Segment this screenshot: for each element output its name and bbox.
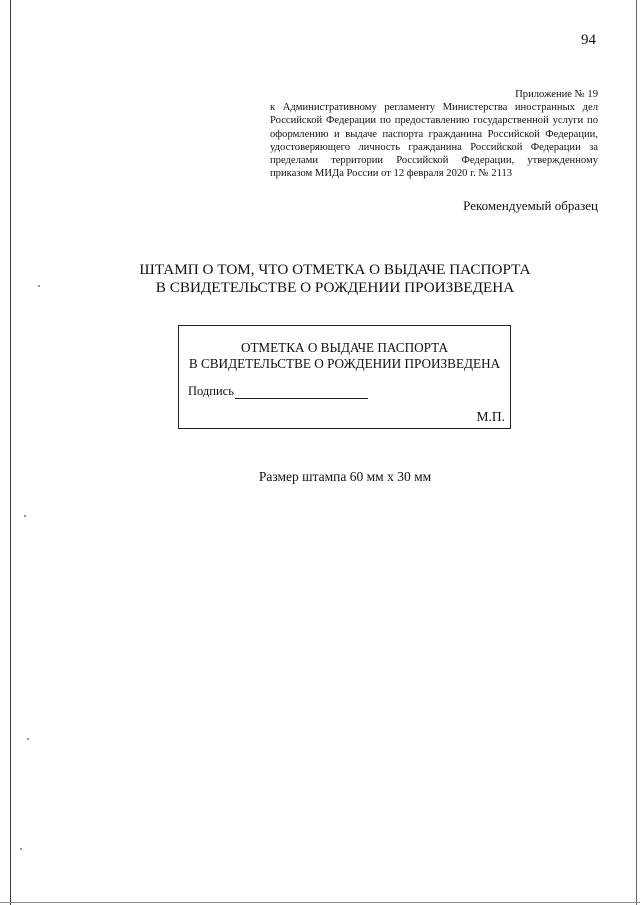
document-title-line-2: В СВИДЕТЕЛЬСТВЕ О РОЖДЕНИИ ПРОИЗВЕДЕНА bbox=[155, 279, 515, 296]
scan-edge-right bbox=[636, 0, 637, 905]
appendix-block bbox=[270, 88, 598, 180]
page-number: 94 bbox=[581, 32, 596, 48]
stamp-size-note: Размер штампа 60 мм x 30 мм bbox=[258, 469, 432, 484]
scan-edge-bottom bbox=[0, 902, 640, 903]
scan-speck bbox=[20, 848, 22, 850]
stamp-title-line-2: В СВИДЕТЕЛЬСТВЕ О РОЖДЕНИИ ПРОИЗВЕДЕНА bbox=[188, 356, 501, 371]
document-title-line-1: ШТАМП О ТОМ, ЧТО ОТМЕТКА О ВЫДАЧЕ ПАСПОРТА bbox=[139, 261, 531, 278]
scan-edge-left bbox=[10, 0, 11, 905]
signature-line bbox=[235, 386, 368, 399]
appendix-number: Приложение № 19 bbox=[515, 89, 598, 100]
signature-label: Подпись bbox=[188, 384, 234, 398]
seal-label: М.П. bbox=[476, 409, 505, 424]
stamp-title bbox=[179, 340, 510, 372]
signature-field bbox=[188, 384, 368, 399]
scan-speck bbox=[27, 738, 29, 740]
scan-speck bbox=[38, 285, 40, 287]
stamp-title-line-1: ОТМЕТКА О ВЫДАЧЕ ПАСПОРТА bbox=[240, 340, 449, 355]
appendix-reference: к Административному регламенту Министерства иностранных дел Российской Федерации по предоставлению государственной услуги по оформлению и выдаче паспорта гражданина Российской Федерации, удостоверяющего личность гражданина Российской Федерации за пределами территории Российской Федерации, утвержденному приказом МИДа России от 12 февраля 2020 г. № 2113 bbox=[270, 102, 598, 180]
recommended-sample-label: Рекомендуемый образец bbox=[463, 198, 598, 213]
document-title bbox=[100, 261, 570, 297]
scan-speck bbox=[24, 515, 26, 517]
stamp-sample bbox=[178, 325, 511, 429]
